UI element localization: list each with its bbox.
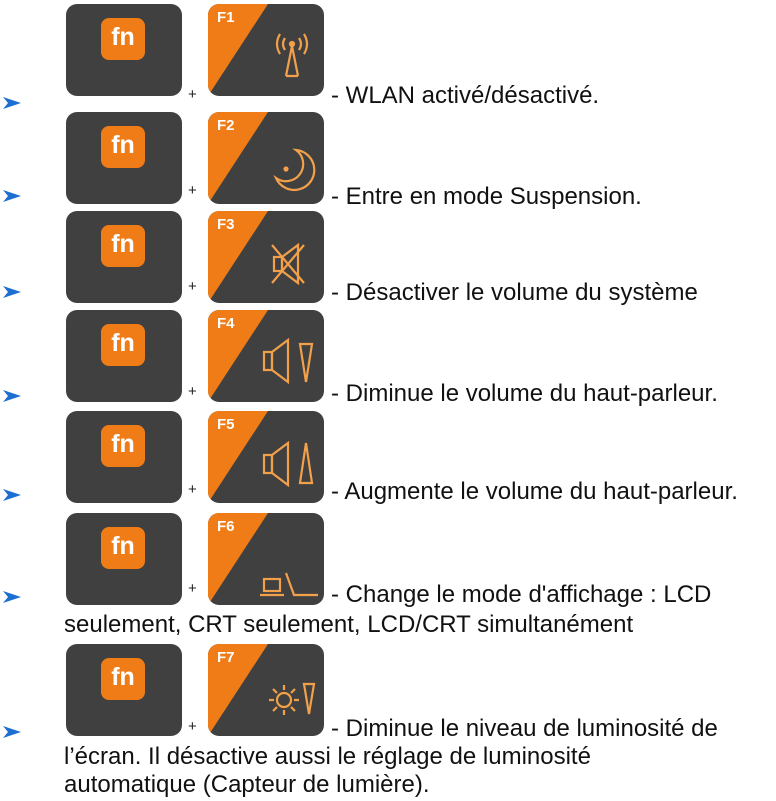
fn-key-label: fn bbox=[101, 324, 145, 366]
shortcut-row-f4 bbox=[0, 310, 776, 410]
f3-key-label: F3 bbox=[217, 216, 235, 233]
bullet-arrow-icon bbox=[2, 388, 22, 404]
shortcut-description: - Diminue le niveau de luminosité de bbox=[331, 715, 718, 742]
bullet-arrow-icon bbox=[2, 487, 22, 503]
shortcut-description: - Augmente le volume du haut-parleur. bbox=[331, 478, 738, 505]
f6-key bbox=[208, 513, 324, 605]
speaker-mute-icon bbox=[208, 211, 324, 303]
shortcut-description: - WLAN activé/désactivé. bbox=[331, 82, 600, 109]
fn-key-label: fn bbox=[101, 425, 145, 467]
plus-sign: + bbox=[188, 182, 197, 199]
f3-key bbox=[208, 211, 324, 303]
shortcut-row-f1 bbox=[0, 4, 776, 109]
wireless-icon bbox=[208, 4, 324, 96]
volume-down-icon bbox=[208, 310, 324, 402]
f5-key bbox=[208, 411, 324, 503]
volume-up-icon bbox=[208, 411, 324, 503]
f4-key bbox=[208, 310, 324, 402]
plus-sign: + bbox=[188, 383, 197, 400]
fn-key-label: fn bbox=[101, 126, 145, 168]
shortcut-description: - Change le mode d'affichage : LCD bbox=[331, 581, 712, 608]
shortcut-row-f2 bbox=[0, 112, 776, 212]
display-switch-icon bbox=[208, 513, 324, 605]
plus-sign: + bbox=[188, 481, 197, 498]
shortcut-description-continued: automatique (Capteur de lumière). bbox=[64, 771, 430, 798]
fn-key bbox=[66, 112, 182, 204]
plus-sign: + bbox=[188, 718, 197, 735]
f7-key-label: F7 bbox=[217, 649, 235, 666]
shortcut-description: - Entre en mode Suspension. bbox=[331, 183, 642, 210]
f4-key-label: F4 bbox=[217, 315, 235, 332]
shortcut-row-f3 bbox=[0, 211, 776, 311]
plus-sign: + bbox=[188, 86, 197, 103]
bullet-arrow-icon bbox=[2, 724, 22, 740]
plus-sign: + bbox=[188, 278, 197, 295]
fn-key bbox=[66, 211, 182, 303]
plus-sign: + bbox=[188, 580, 197, 597]
shortcut-row-f6 bbox=[0, 513, 776, 638]
fn-key bbox=[66, 411, 182, 503]
bullet-arrow-icon bbox=[2, 95, 22, 111]
shortcut-row-f7 bbox=[0, 644, 776, 798]
shortcut-row-f5 bbox=[0, 411, 776, 511]
fn-key-label: fn bbox=[101, 18, 145, 60]
shortcut-description: - Désactiver le volume du système bbox=[331, 279, 698, 306]
fn-key bbox=[66, 644, 182, 736]
f2-key bbox=[208, 112, 324, 204]
brightness-down-icon bbox=[208, 644, 324, 736]
f1-key bbox=[208, 4, 324, 96]
moon-sleep-icon bbox=[208, 112, 324, 204]
fn-key bbox=[66, 310, 182, 402]
bullet-arrow-icon bbox=[2, 284, 22, 300]
f2-key-label: F2 bbox=[217, 117, 235, 134]
bullet-arrow-icon bbox=[2, 589, 22, 605]
f1-key-label: F1 bbox=[217, 9, 235, 26]
fn-key-label: fn bbox=[101, 658, 145, 700]
fn-key bbox=[66, 4, 182, 96]
fn-key-label: fn bbox=[101, 225, 145, 267]
f6-key-label: F6 bbox=[217, 518, 235, 535]
fn-key bbox=[66, 513, 182, 605]
f5-key-label: F5 bbox=[217, 416, 235, 433]
bullet-arrow-icon bbox=[2, 188, 22, 204]
shortcut-description: - Diminue le volume du haut-parleur. bbox=[331, 380, 718, 407]
fn-key-label: fn bbox=[101, 527, 145, 569]
shortcut-description-continued: seulement, CRT seulement, LCD/CRT simultanément bbox=[64, 611, 634, 638]
f7-key bbox=[208, 644, 324, 736]
shortcut-description-continued: l’écran. Il désactive aussi le réglage de luminosité bbox=[64, 743, 591, 770]
